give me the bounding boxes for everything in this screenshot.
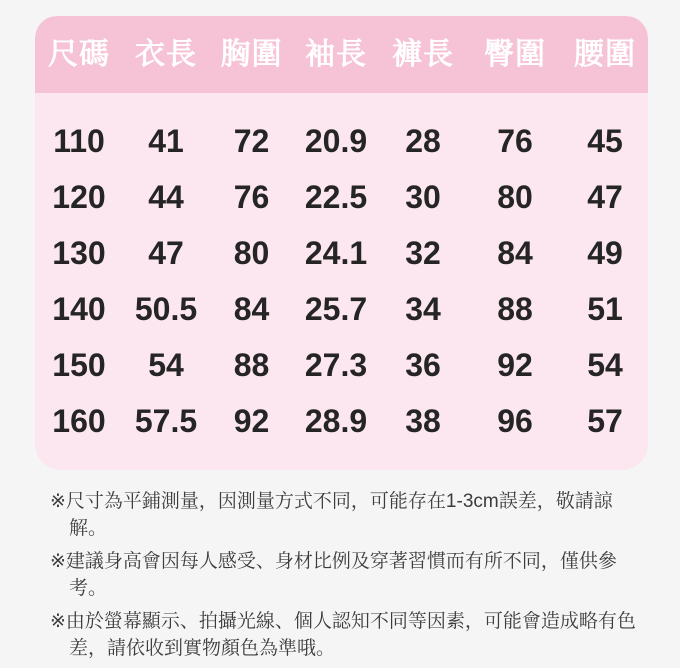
table-row	[35, 169, 648, 225]
table-cell: 47	[148, 235, 184, 271]
table-cell: 28	[405, 123, 441, 159]
table-cell: 27.3	[304, 347, 368, 383]
column-header-hip: 臀圍	[484, 37, 546, 71]
table-cell: 49	[587, 235, 623, 271]
table-cell: 38	[405, 403, 441, 439]
table-cell: 57.5	[134, 403, 198, 439]
table-cell: 44	[148, 179, 184, 215]
column-header-size: 尺碼	[48, 37, 110, 71]
table-cell: 57	[587, 403, 623, 439]
table-cell: 30	[405, 179, 441, 215]
table-cell: 22.5	[304, 179, 368, 215]
table-cell: 54	[148, 347, 184, 383]
table-cell: 54	[587, 347, 623, 383]
table-cell: 72	[233, 123, 270, 159]
table-cell: 50.5	[134, 291, 198, 327]
table-cell: 76	[233, 179, 270, 215]
table-cell: 28.9	[304, 403, 368, 439]
note-color-difference: ※由於螢幕顯示、拍攝光線、個人認知不同等因素，可能會造成略有色差，請依收到實物顏色為準哦。	[50, 611, 636, 659]
table-cell: 92	[233, 403, 270, 439]
note-measurement-tolerance: ※尺寸為平鋪測量，因測量方式不同，可能存在1-3cm誤差，敬請諒解。	[50, 491, 613, 539]
table-cell: 120	[52, 179, 106, 215]
table-cell: 80	[233, 235, 270, 271]
table-cell: 88	[497, 291, 533, 327]
column-header-chest: 胸圍	[220, 37, 283, 71]
table-cell: 96	[497, 403, 533, 439]
table-cell: 140	[52, 291, 106, 327]
table-cell: 36	[405, 347, 441, 383]
table-row	[35, 337, 648, 393]
table-row	[35, 113, 648, 169]
table-cell: 160	[52, 403, 106, 439]
table-cell: 92	[497, 347, 533, 383]
size-table-body	[35, 93, 648, 470]
table-cell: 24.1	[304, 235, 368, 271]
column-header-pants-length: 褲長	[392, 37, 454, 71]
size-table-header-row	[35, 16, 648, 93]
column-header-garment-length: 衣長	[135, 37, 197, 71]
table-cell: 32	[405, 235, 441, 271]
table-cell: 47	[587, 179, 623, 215]
table-cell: 150	[52, 347, 106, 383]
table-cell: 80	[497, 179, 533, 215]
table-cell: 130	[52, 235, 106, 271]
table-cell: 25.7	[304, 291, 368, 327]
column-header-waist: 腰圍	[574, 37, 636, 71]
table-row	[35, 225, 648, 281]
table-cell: 51	[587, 291, 623, 327]
table-row	[35, 281, 648, 337]
column-header-sleeve-length: 袖長	[305, 37, 367, 71]
size-chart-panel	[35, 16, 648, 470]
table-cell: 45	[587, 123, 623, 159]
table-cell: 20.9	[304, 123, 368, 159]
table-cell: 110	[53, 123, 105, 159]
table-cell: 76	[497, 123, 533, 159]
disclaimer-notes	[50, 488, 648, 668]
note-height-reference: ※建議身高會因每人感受、身材比例及穿著習慣而有所不同，僅供參考。	[50, 551, 617, 599]
table-cell: 84	[497, 235, 533, 271]
table-row	[35, 393, 648, 449]
table-cell: 88	[233, 347, 270, 383]
table-cell: 34	[405, 291, 441, 327]
table-cell: 84	[233, 291, 270, 327]
table-cell: 41	[148, 123, 184, 159]
